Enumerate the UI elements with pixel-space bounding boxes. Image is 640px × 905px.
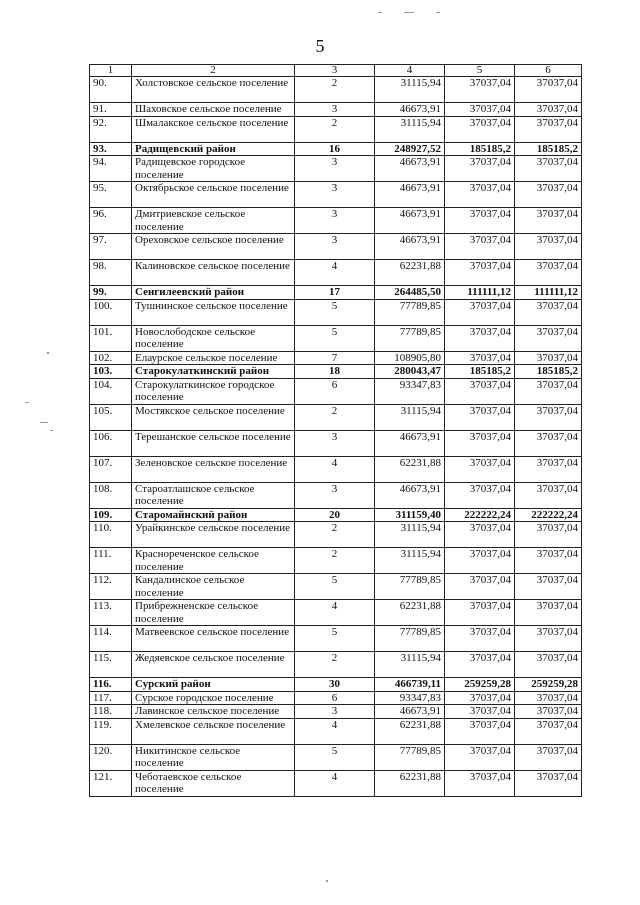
row-name: Мостякское сельское поселение bbox=[132, 404, 295, 430]
row-value-5: 37037,04 bbox=[445, 77, 515, 103]
row-amount: 62231,88 bbox=[375, 260, 445, 286]
row-value-6: 37037,04 bbox=[515, 325, 582, 351]
row-value-5: 37037,04 bbox=[445, 325, 515, 351]
row-value-5: 37037,04 bbox=[445, 482, 515, 508]
row-count: 2 bbox=[295, 116, 375, 142]
table-row bbox=[90, 718, 582, 744]
row-value-5: 37037,04 bbox=[445, 299, 515, 325]
table-row bbox=[90, 351, 582, 365]
row-amount: 248927,52 bbox=[375, 142, 445, 156]
allocation-table bbox=[89, 64, 582, 797]
row-value-6: 37037,04 bbox=[515, 626, 582, 652]
row-count: 3 bbox=[295, 182, 375, 208]
row-count: 30 bbox=[295, 678, 375, 692]
row-number: 108. bbox=[90, 482, 132, 508]
row-count: 17 bbox=[295, 286, 375, 300]
row-name: Жедяевское сельское поселение bbox=[132, 652, 295, 678]
row-value-5: 37037,04 bbox=[445, 718, 515, 744]
row-value-6: 37037,04 bbox=[515, 77, 582, 103]
row-value-6: 37037,04 bbox=[515, 116, 582, 142]
row-count: 4 bbox=[295, 718, 375, 744]
row-count: 7 bbox=[295, 351, 375, 365]
row-number: 113. bbox=[90, 600, 132, 626]
row-number: 119. bbox=[90, 718, 132, 744]
row-name: Прибрежненское сельское поселение bbox=[132, 600, 295, 626]
row-count: 2 bbox=[295, 404, 375, 430]
row-amount: 46673,91 bbox=[375, 208, 445, 234]
row-number: 98. bbox=[90, 260, 132, 286]
row-number: 95. bbox=[90, 182, 132, 208]
row-amount: 466739,11 bbox=[375, 678, 445, 692]
table-row bbox=[90, 404, 582, 430]
row-number: 92. bbox=[90, 116, 132, 142]
row-count: 3 bbox=[295, 234, 375, 260]
row-value-6: 259259,28 bbox=[515, 678, 582, 692]
row-count: 3 bbox=[295, 482, 375, 508]
scan-speck bbox=[50, 430, 53, 431]
row-name: Урайкинское сельское поселение bbox=[132, 522, 295, 548]
row-value-5: 111111,12 bbox=[445, 286, 515, 300]
row-count: 4 bbox=[295, 260, 375, 286]
row-count: 5 bbox=[295, 325, 375, 351]
row-count: 3 bbox=[295, 705, 375, 719]
row-value-6: 37037,04 bbox=[515, 103, 582, 117]
row-amount: 62231,88 bbox=[375, 600, 445, 626]
district-row bbox=[90, 142, 582, 156]
row-value-6: 37037,04 bbox=[515, 299, 582, 325]
row-number: 114. bbox=[90, 626, 132, 652]
row-value-5: 37037,04 bbox=[445, 103, 515, 117]
row-value-6: 37037,04 bbox=[515, 482, 582, 508]
row-value-6: 185185,2 bbox=[515, 365, 582, 379]
scan-speck bbox=[40, 422, 48, 423]
row-value-6: 37037,04 bbox=[515, 574, 582, 600]
table-row bbox=[90, 299, 582, 325]
row-count: 5 bbox=[295, 626, 375, 652]
table-row bbox=[90, 116, 582, 142]
row-name: Краснореченское сельское поселение bbox=[132, 548, 295, 574]
table-row bbox=[90, 430, 582, 456]
row-amount: 31115,94 bbox=[375, 77, 445, 103]
row-name: Кандалинское сельское поселение bbox=[132, 574, 295, 600]
table-row bbox=[90, 626, 582, 652]
row-name: Лавинское сельское поселение bbox=[132, 705, 295, 719]
row-count: 3 bbox=[295, 430, 375, 456]
row-name: Хмелевское сельское поселение bbox=[132, 718, 295, 744]
row-value-5: 37037,04 bbox=[445, 404, 515, 430]
row-name: Холстовское сельское поселение bbox=[132, 77, 295, 103]
row-count: 5 bbox=[295, 744, 375, 770]
row-value-6: 37037,04 bbox=[515, 744, 582, 770]
row-value-5: 37037,04 bbox=[445, 182, 515, 208]
row-value-5: 37037,04 bbox=[445, 626, 515, 652]
row-value-6: 37037,04 bbox=[515, 156, 582, 182]
row-count: 3 bbox=[295, 103, 375, 117]
table-row bbox=[90, 208, 582, 234]
header-cell: 2 bbox=[132, 65, 295, 77]
row-count: 6 bbox=[295, 691, 375, 705]
page-number: 5 bbox=[315, 36, 325, 56]
table-row bbox=[90, 770, 582, 796]
row-value-5: 37037,04 bbox=[445, 705, 515, 719]
row-value-6: 37037,04 bbox=[515, 182, 582, 208]
row-name: Старокулаткинский район bbox=[132, 365, 295, 379]
header-row bbox=[90, 65, 582, 77]
row-number: 104. bbox=[90, 378, 132, 404]
scan-speck bbox=[378, 12, 382, 13]
row-name: Елаурское сельское поселение bbox=[132, 351, 295, 365]
row-value-5: 37037,04 bbox=[445, 600, 515, 626]
row-name: Староатлашское сельское поселение bbox=[132, 482, 295, 508]
row-name: Тушнинское сельское поселение bbox=[132, 299, 295, 325]
row-number: 93. bbox=[90, 142, 132, 156]
row-number: 116. bbox=[90, 678, 132, 692]
row-value-6: 222222,24 bbox=[515, 508, 582, 522]
district-row bbox=[90, 286, 582, 300]
row-count: 3 bbox=[295, 208, 375, 234]
table-row bbox=[90, 77, 582, 103]
row-amount: 93347,83 bbox=[375, 691, 445, 705]
row-value-6: 37037,04 bbox=[515, 378, 582, 404]
row-name: Сурский район bbox=[132, 678, 295, 692]
table-row bbox=[90, 378, 582, 404]
row-count: 2 bbox=[295, 77, 375, 103]
row-number: 97. bbox=[90, 234, 132, 260]
row-amount: 46673,91 bbox=[375, 234, 445, 260]
row-number: 109. bbox=[90, 508, 132, 522]
row-number: 91. bbox=[90, 103, 132, 117]
row-amount: 31115,94 bbox=[375, 522, 445, 548]
row-name: Старомайнский район bbox=[132, 508, 295, 522]
row-count: 4 bbox=[295, 770, 375, 796]
row-value-6: 37037,04 bbox=[515, 770, 582, 796]
row-value-6: 37037,04 bbox=[515, 691, 582, 705]
row-value-5: 37037,04 bbox=[445, 744, 515, 770]
row-number: 99. bbox=[90, 286, 132, 300]
row-number: 100. bbox=[90, 299, 132, 325]
table-row bbox=[90, 156, 582, 182]
header-cell: 3 bbox=[295, 65, 375, 77]
row-number: 111. bbox=[90, 548, 132, 574]
row-number: 118. bbox=[90, 705, 132, 719]
row-name: Никитинское сельское поселение bbox=[132, 744, 295, 770]
scan-speck bbox=[25, 402, 29, 403]
header-cell: 1 bbox=[90, 65, 132, 77]
row-amount: 77789,85 bbox=[375, 574, 445, 600]
row-name: Радищевское городское поселение bbox=[132, 156, 295, 182]
row-name: Шмалакское сельское поселение bbox=[132, 116, 295, 142]
row-value-6: 37037,04 bbox=[515, 522, 582, 548]
row-number: 115. bbox=[90, 652, 132, 678]
row-value-5: 37037,04 bbox=[445, 456, 515, 482]
row-name: Октябрьское сельское поселение bbox=[132, 182, 295, 208]
row-number: 117. bbox=[90, 691, 132, 705]
row-amount: 311159,40 bbox=[375, 508, 445, 522]
row-amount: 62231,88 bbox=[375, 770, 445, 796]
row-amount: 77789,85 bbox=[375, 744, 445, 770]
row-number: 101. bbox=[90, 325, 132, 351]
row-amount: 77789,85 bbox=[375, 299, 445, 325]
row-count: 4 bbox=[295, 600, 375, 626]
row-amount: 46673,91 bbox=[375, 482, 445, 508]
row-value-5: 259259,28 bbox=[445, 678, 515, 692]
row-number: 106. bbox=[90, 430, 132, 456]
row-value-5: 37037,04 bbox=[445, 548, 515, 574]
row-amount: 46673,91 bbox=[375, 705, 445, 719]
row-amount: 264485,50 bbox=[375, 286, 445, 300]
row-count: 2 bbox=[295, 548, 375, 574]
scan-speck bbox=[47, 352, 49, 354]
row-amount: 31115,94 bbox=[375, 548, 445, 574]
row-value-5: 185185,2 bbox=[445, 142, 515, 156]
row-amount: 46673,91 bbox=[375, 430, 445, 456]
row-count: 2 bbox=[295, 522, 375, 548]
row-number: 94. bbox=[90, 156, 132, 182]
row-name: Сенгилеевский район bbox=[132, 286, 295, 300]
scan-speck bbox=[436, 12, 440, 13]
row-amount: 46673,91 bbox=[375, 156, 445, 182]
row-value-5: 37037,04 bbox=[445, 522, 515, 548]
row-value-5: 37037,04 bbox=[445, 691, 515, 705]
row-number: 110. bbox=[90, 522, 132, 548]
row-value-5: 37037,04 bbox=[445, 351, 515, 365]
row-number: 90. bbox=[90, 77, 132, 103]
table-row bbox=[90, 548, 582, 574]
row-value-5: 185185,2 bbox=[445, 365, 515, 379]
scan-speck bbox=[326, 880, 328, 882]
row-number: 105. bbox=[90, 404, 132, 430]
row-value-6: 37037,04 bbox=[515, 351, 582, 365]
scan-speck bbox=[404, 12, 414, 13]
row-value-5: 37037,04 bbox=[445, 208, 515, 234]
row-number: 121. bbox=[90, 770, 132, 796]
row-amount: 62231,88 bbox=[375, 456, 445, 482]
row-name: Матвеевское сельское поселение bbox=[132, 626, 295, 652]
table-row bbox=[90, 234, 582, 260]
row-count: 2 bbox=[295, 652, 375, 678]
row-count: 3 bbox=[295, 156, 375, 182]
row-name: Дмитриевское сельское поселение bbox=[132, 208, 295, 234]
row-value-6: 37037,04 bbox=[515, 208, 582, 234]
row-amount: 46673,91 bbox=[375, 182, 445, 208]
table-row bbox=[90, 574, 582, 600]
table-row bbox=[90, 260, 582, 286]
row-number: 107. bbox=[90, 456, 132, 482]
row-value-5: 37037,04 bbox=[445, 234, 515, 260]
row-value-5: 37037,04 bbox=[445, 156, 515, 182]
row-value-6: 37037,04 bbox=[515, 234, 582, 260]
row-value-6: 37037,04 bbox=[515, 600, 582, 626]
row-value-6: 37037,04 bbox=[515, 430, 582, 456]
row-value-5: 37037,04 bbox=[445, 116, 515, 142]
row-value-6: 37037,04 bbox=[515, 404, 582, 430]
header-cell: 5 bbox=[445, 65, 515, 77]
header-cell: 4 bbox=[375, 65, 445, 77]
row-name: Сурское городское поселение bbox=[132, 691, 295, 705]
row-amount: 280043,47 bbox=[375, 365, 445, 379]
row-count: 16 bbox=[295, 142, 375, 156]
row-value-6: 37037,04 bbox=[515, 456, 582, 482]
row-amount: 31115,94 bbox=[375, 116, 445, 142]
header-cell: 6 bbox=[515, 65, 582, 77]
table-row bbox=[90, 456, 582, 482]
row-value-6: 37037,04 bbox=[515, 548, 582, 574]
row-value-5: 37037,04 bbox=[445, 260, 515, 286]
row-count: 6 bbox=[295, 378, 375, 404]
row-amount: 31115,94 bbox=[375, 652, 445, 678]
table-row bbox=[90, 691, 582, 705]
row-value-6: 37037,04 bbox=[515, 260, 582, 286]
row-value-5: 37037,04 bbox=[445, 430, 515, 456]
row-amount: 77789,85 bbox=[375, 325, 445, 351]
row-number: 96. bbox=[90, 208, 132, 234]
row-number: 103. bbox=[90, 365, 132, 379]
row-name: Терешанское сельское поселение bbox=[132, 430, 295, 456]
row-number: 112. bbox=[90, 574, 132, 600]
table-row bbox=[90, 522, 582, 548]
row-amount: 108905,80 bbox=[375, 351, 445, 365]
table-row bbox=[90, 652, 582, 678]
row-name: Калиновское сельское поселение bbox=[132, 260, 295, 286]
district-row bbox=[90, 678, 582, 692]
row-count: 18 bbox=[295, 365, 375, 379]
row-number: 102. bbox=[90, 351, 132, 365]
row-value-5: 37037,04 bbox=[445, 652, 515, 678]
row-value-6: 37037,04 bbox=[515, 705, 582, 719]
row-value-5: 37037,04 bbox=[445, 770, 515, 796]
table-row bbox=[90, 103, 582, 117]
row-value-6: 185185,2 bbox=[515, 142, 582, 156]
row-value-6: 37037,04 bbox=[515, 652, 582, 678]
row-name: Шаховское сельское поселение bbox=[132, 103, 295, 117]
row-name: Чеботаевское сельское поселение bbox=[132, 770, 295, 796]
row-count: 5 bbox=[295, 574, 375, 600]
row-count: 20 bbox=[295, 508, 375, 522]
row-value-6: 37037,04 bbox=[515, 718, 582, 744]
district-row bbox=[90, 508, 582, 522]
row-amount: 93347,83 bbox=[375, 378, 445, 404]
row-number: 120. bbox=[90, 744, 132, 770]
row-count: 4 bbox=[295, 456, 375, 482]
district-row bbox=[90, 365, 582, 379]
row-name: Старокулаткинское городское поселение bbox=[132, 378, 295, 404]
row-name: Новослободское сельское поселение bbox=[132, 325, 295, 351]
table-row bbox=[90, 482, 582, 508]
row-value-5: 37037,04 bbox=[445, 574, 515, 600]
table-row bbox=[90, 182, 582, 208]
row-value-6: 111111,12 bbox=[515, 286, 582, 300]
row-value-5: 37037,04 bbox=[445, 378, 515, 404]
row-amount: 31115,94 bbox=[375, 404, 445, 430]
row-amount: 46673,91 bbox=[375, 103, 445, 117]
row-count: 5 bbox=[295, 299, 375, 325]
row-value-5: 222222,24 bbox=[445, 508, 515, 522]
row-name: Зеленовское сельское поселение bbox=[132, 456, 295, 482]
table-row bbox=[90, 744, 582, 770]
row-amount: 77789,85 bbox=[375, 626, 445, 652]
row-amount: 62231,88 bbox=[375, 718, 445, 744]
row-name: Радищевский район bbox=[132, 142, 295, 156]
table-row bbox=[90, 325, 582, 351]
table-row bbox=[90, 705, 582, 719]
table-row bbox=[90, 600, 582, 626]
row-name: Ореховское сельское поселение bbox=[132, 234, 295, 260]
